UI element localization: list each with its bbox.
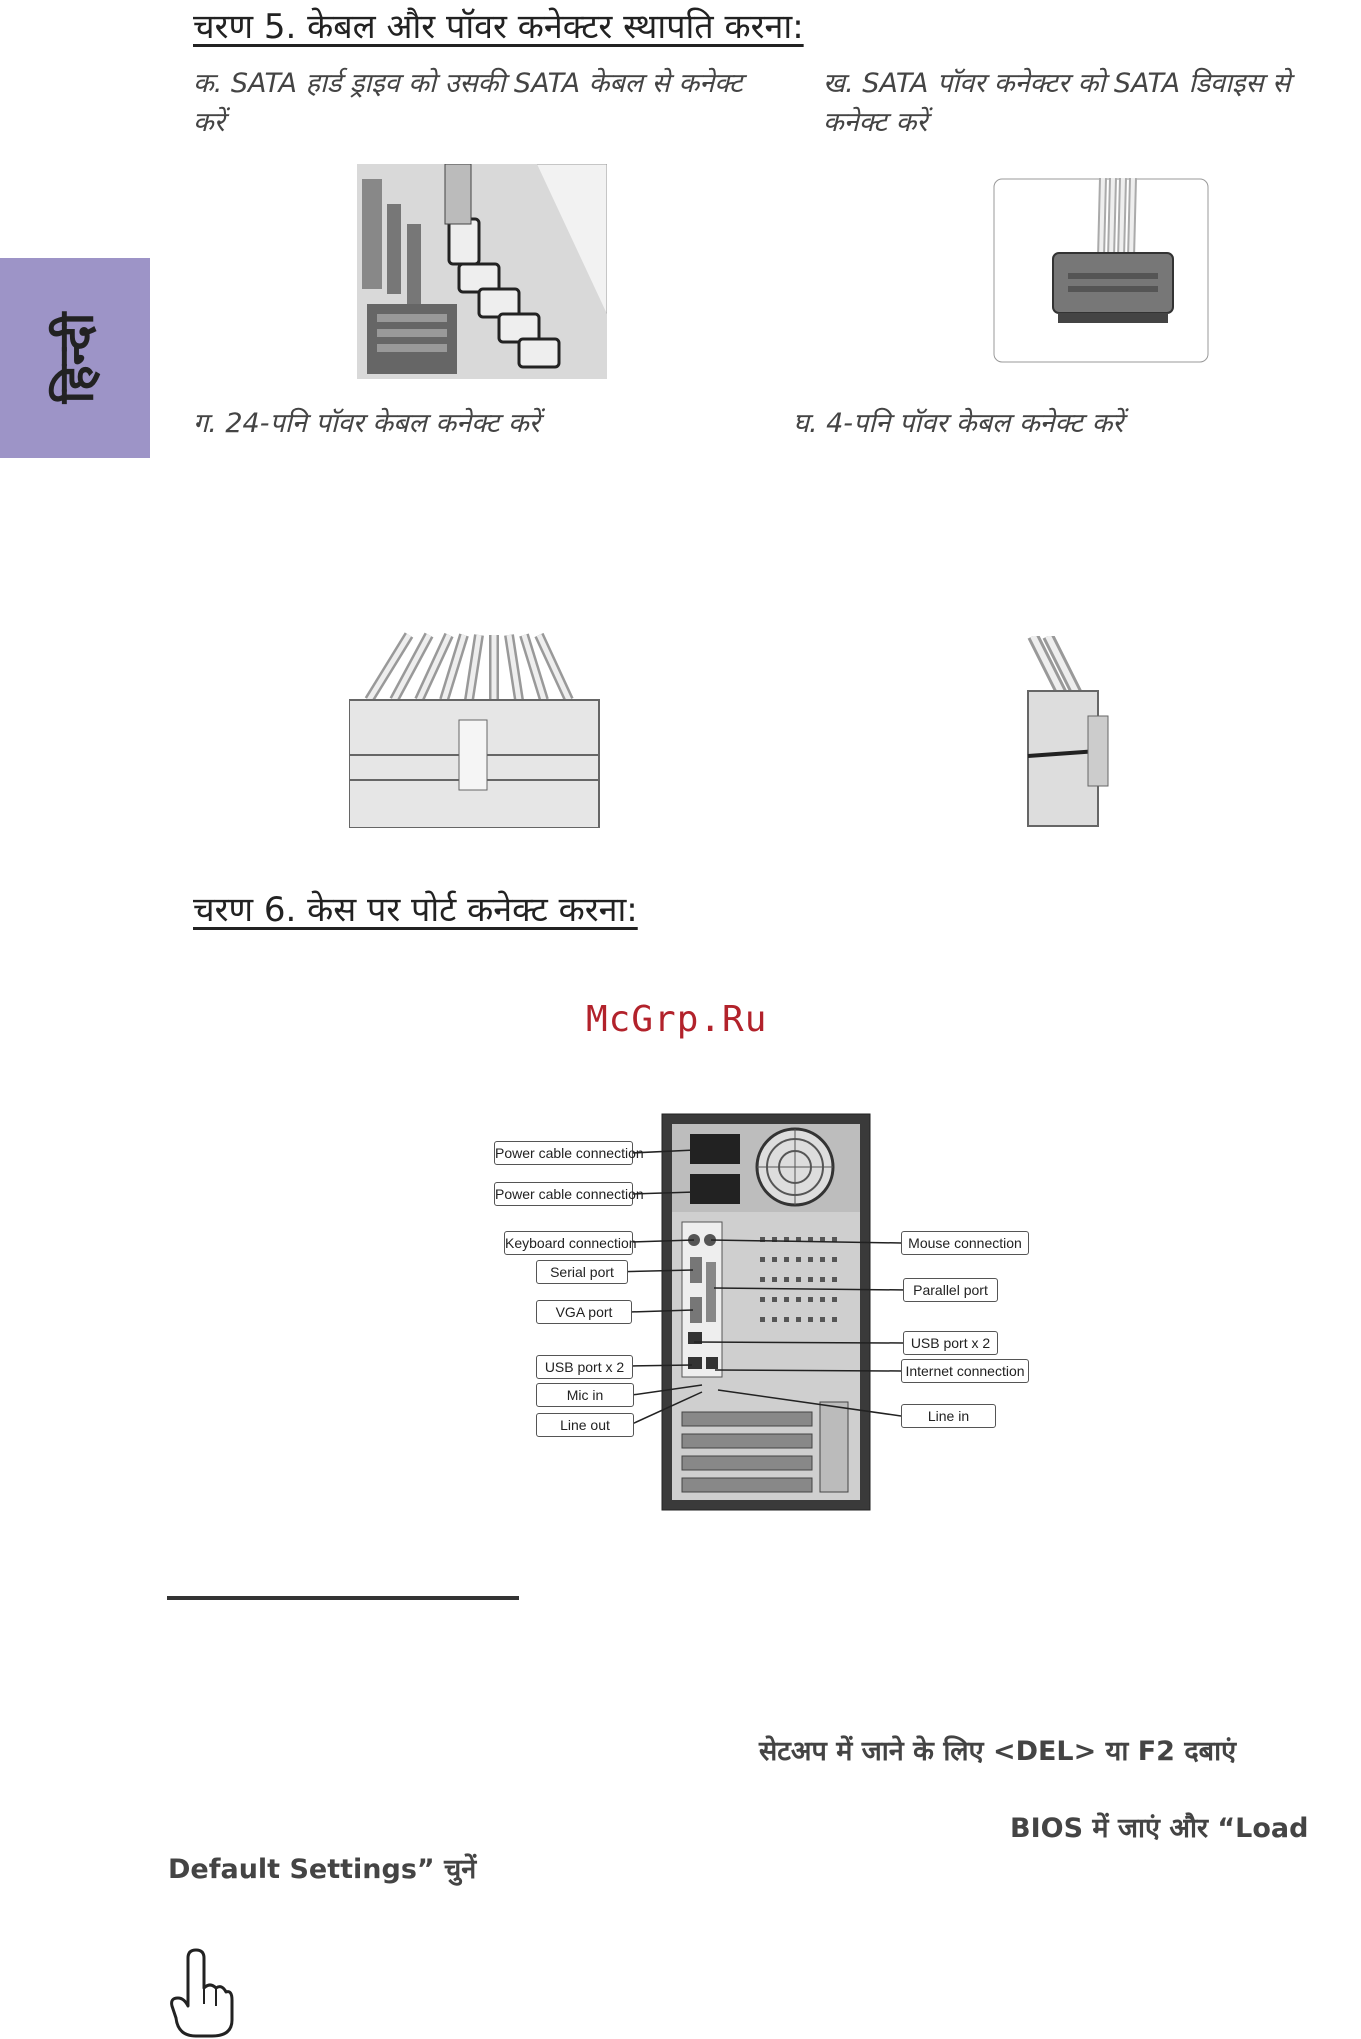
setup-note: सेटअप में जाने के लिए <DEL> या F2 दबाएं (759, 1736, 1237, 1767)
step5-b-caption: ख. SATA पॉवर कनेक्टर को SATA डिवाइस से कनेक्ट करें (823, 68, 1291, 138)
watermark: McGrp.Ru (586, 999, 768, 1040)
label-mic-in: Mic in (536, 1383, 634, 1407)
label-internet: Internet connection (901, 1359, 1029, 1383)
step5-d-caption: घ. 4-पनि पॉवर केबल कनेक्ट करें (793, 408, 1124, 439)
label-usb-right: USB port x 2 (903, 1331, 998, 1355)
label-usb-left: USB port x 2 (536, 1355, 633, 1379)
bios-note-line1: BIOS में जाएं और “Load (1010, 1813, 1309, 1844)
step6-heading: चरण 6. केस पर पोर्ट कनेक्ट करना: (193, 890, 638, 930)
label-line-in: Line in (901, 1404, 996, 1428)
pointing-hand-icon (166, 1948, 234, 2038)
bios-note-line2: Default Settings” चुनें (168, 1854, 477, 1885)
label-line-out: Line out (536, 1413, 634, 1437)
label-power-cable-2: Power cable connection (494, 1182, 633, 1206)
step5-c-caption: ग. 24-पनि पॉवर केबल कनेक्ट करें (193, 408, 540, 439)
label-mouse: Mouse connection (901, 1231, 1029, 1255)
label-serial-port: Serial port (536, 1260, 628, 1284)
label-keyboard: Keyboard connection (504, 1231, 633, 1255)
step5-heading: चरण 5. केबल और पॉवर कनेक्टर स्थापति करना: (193, 7, 804, 47)
side-tab-label: हिन्दी (48, 312, 105, 404)
section-divider (167, 1596, 519, 1600)
step5-a-caption: क. SATA हार्ड ड्राइव को उसकी SATA केबल से कनेक्ट करें (193, 68, 743, 138)
label-vga-port: VGA port (536, 1300, 632, 1324)
label-parallel-port: Parallel port (903, 1278, 998, 1302)
label-power-cable-1: Power cable connection (494, 1141, 633, 1165)
